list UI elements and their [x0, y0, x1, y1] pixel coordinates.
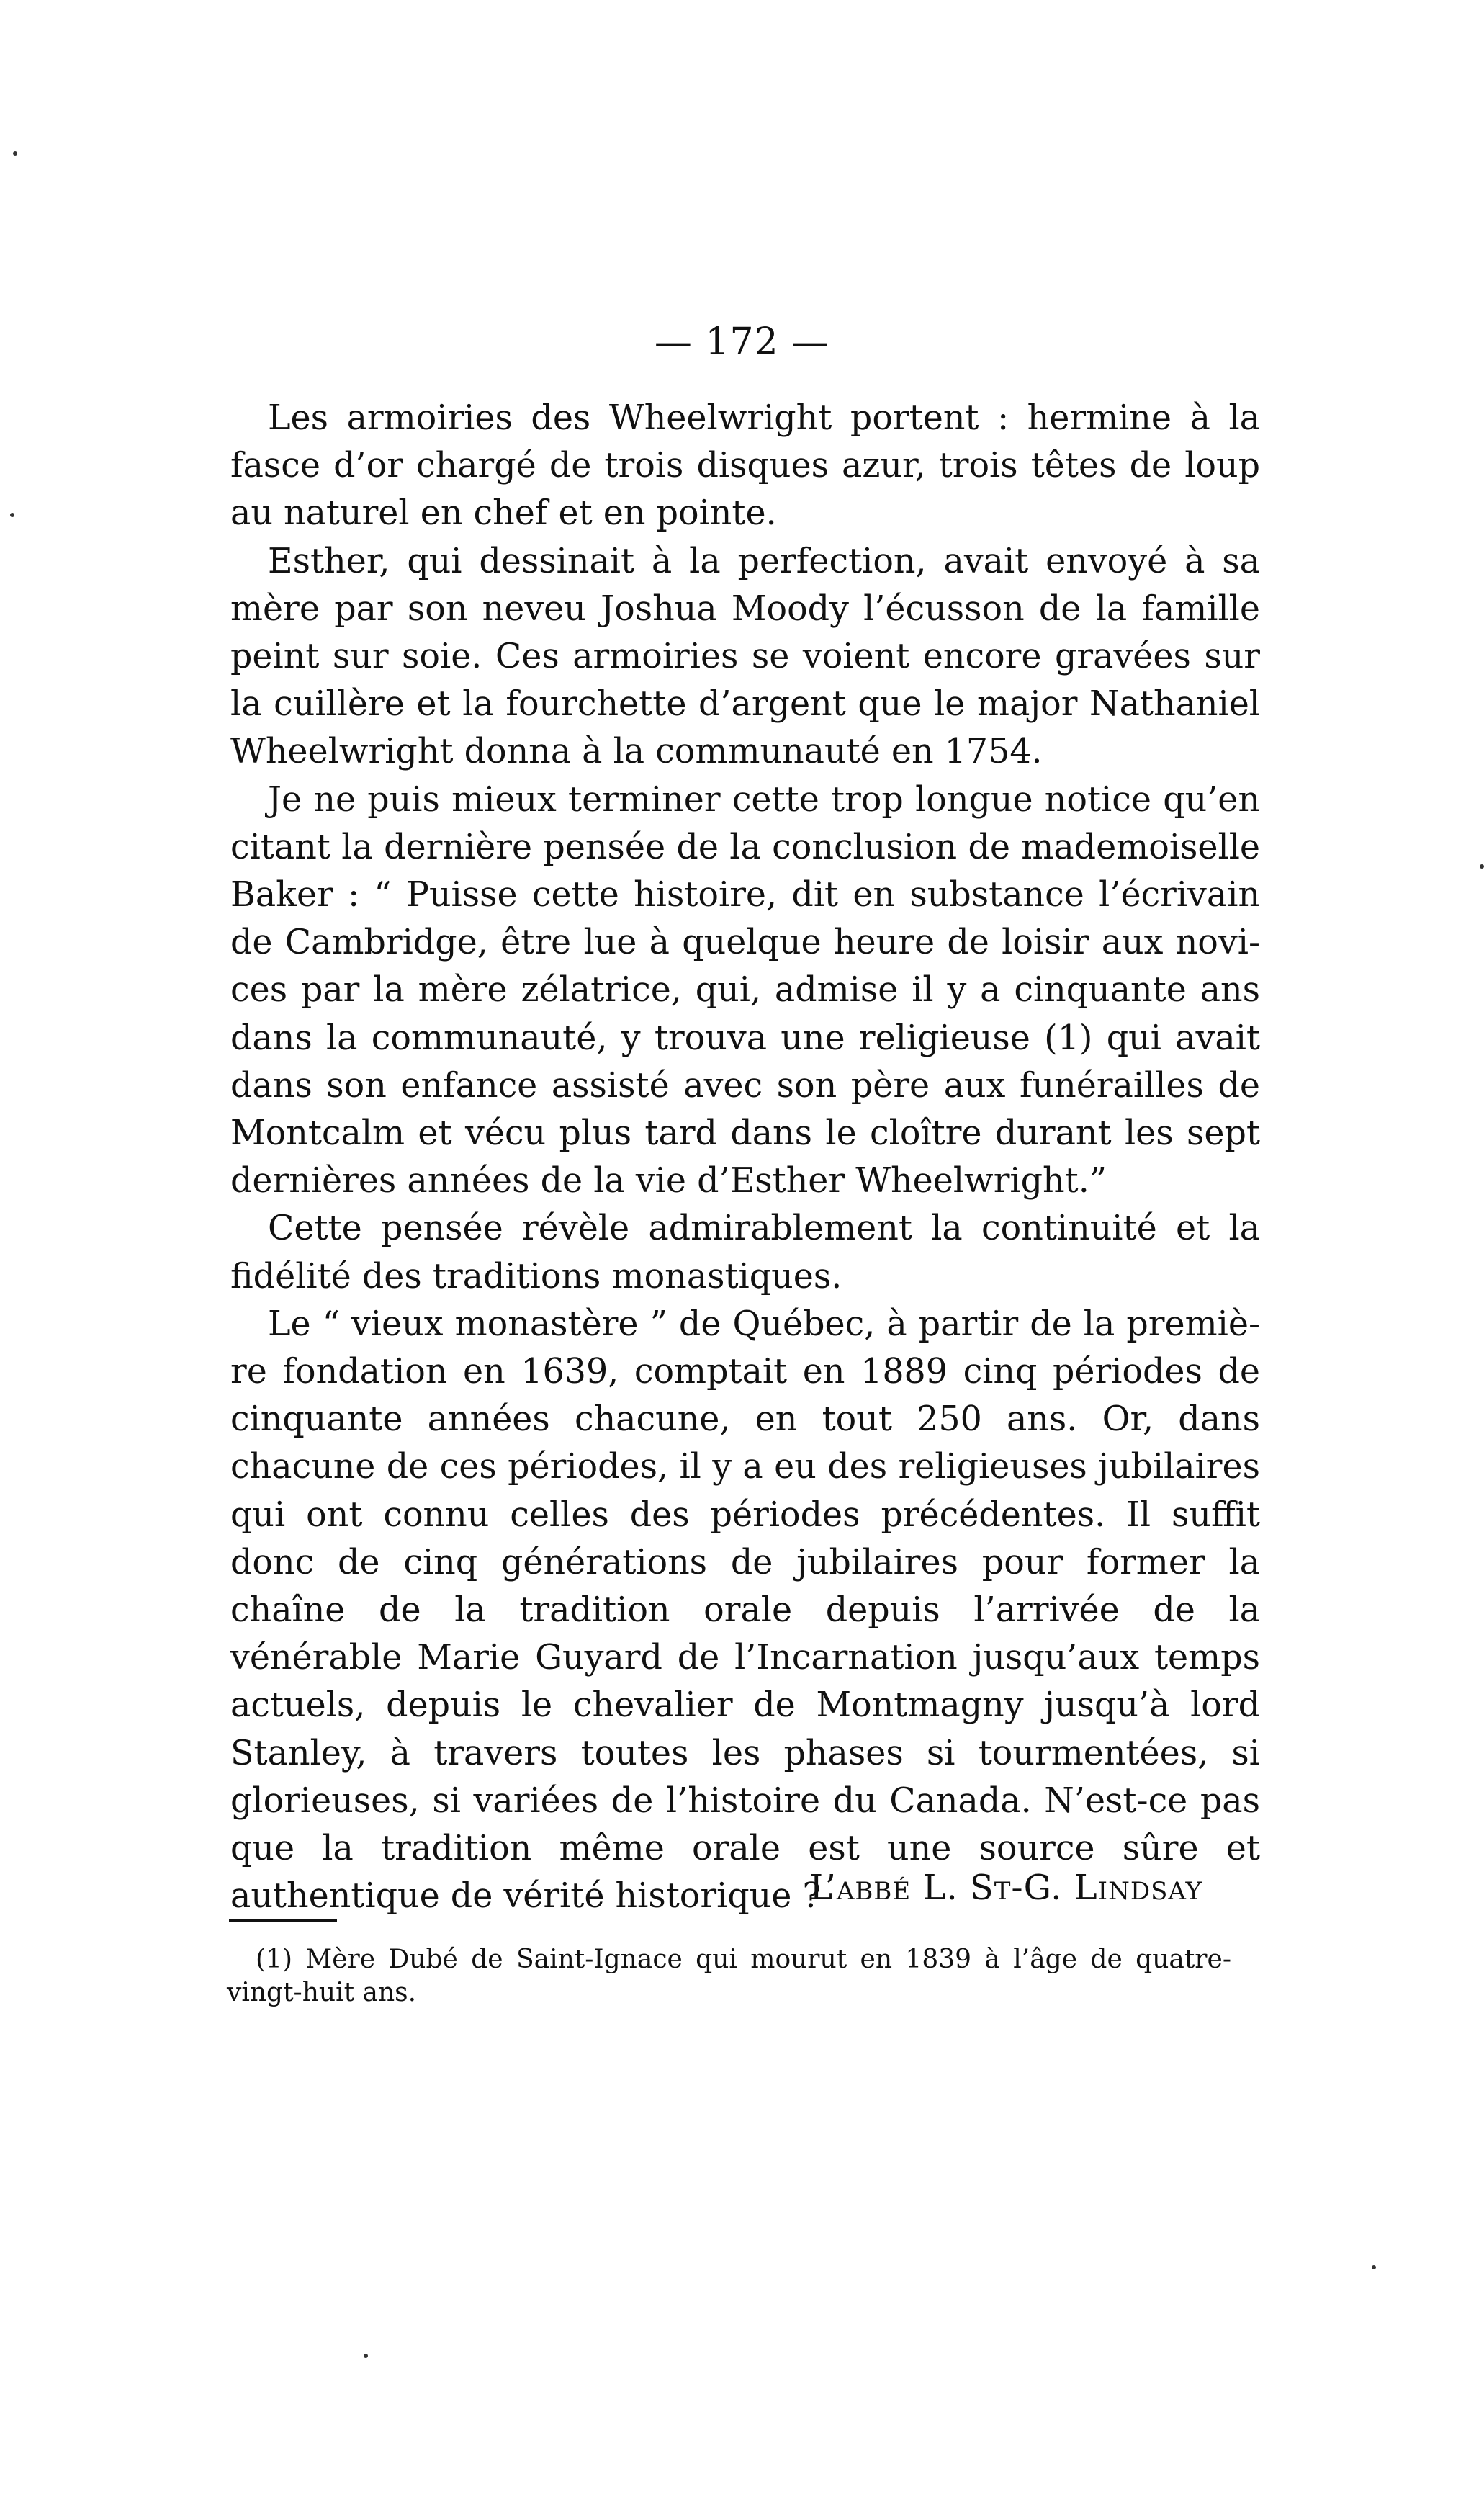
- scan-speck: [10, 513, 14, 517]
- page-number: — 172 —: [654, 321, 830, 364]
- footnote: (1) Mère Dubé de Saint-Ignace qui mourut en 1839 à l’âge de quatre-vingt-huit ans.: [227, 1945, 1231, 2007]
- scan-speck: [364, 2354, 368, 2358]
- paragraph-vieux-monastere: Le “ vieux monastère ” de Québec, à partir de la première fondation en 1639, comptait en 1889 cinq périodes de cinquante années chacune, en tout 250 ans. Or, dans chacune de ces périodes, il y a eu des religieuses jubilaires qui ont connu celles des périodes précédentes. Il suffit donc de cinq générations de jubilaires pour former la chaîne de la tradition orale depuis l’arrivée de la vénérable Marie Guyard de l’Incarnation jusqu’aux temps actuels, depuis le chevalier de Montmagny jusqu’à lord Stanley, à travers toutes les phases si tourmentées, si glorieuses, si variées de l’histoire du Canada. N’est-ce pas que la tradition même orale est une source sûre et authentique de vérité historique ?: [230, 1304, 1260, 1917]
- scan-speck: [13, 151, 17, 156]
- scan-speck: [1372, 2265, 1376, 2269]
- paragraph-conclusion: Je ne puis mieux terminer cette trop longue notice qu’en citant la dernière pensée de la conclusion de mademoiselle Baker : “ Puisse cette histoire, dit en substance l’écrivain de Cambridge, être lue à quelque heure de loisir aux novices par la mère zélatrice, qui, admise il y a cinquante ans dans la communauté, y trouva une religieuse (1) qui avait dans son enfance assisté avec son père aux funérailles de Montcalm et vécu plus tard dans le cloître durant les sept dernières années de la vie d’Esther Wheelwright.”: [230, 779, 1260, 1201]
- author-signature: L’abbé L. St-G. Lindsay: [809, 1868, 1202, 1908]
- scan-speck: [1480, 864, 1484, 869]
- body-text: [230, 395, 1260, 1921]
- footnote-rule: [229, 1919, 337, 1922]
- paragraph-armoiries: Les armoiries des Wheelwright portent : hermine à la fasce d’or chargé de trois disques azur, trois têtes de loup au naturel en chef et en pointe.: [230, 398, 1260, 534]
- paragraph-esther: Esther, qui dessinait à la perfection, avait envoyé à sa mère par son neveu Joshua Moody l’écusson de la famille peint sur soie. Ces armoiries se voient encore gravées sur la cuillère et la fourchette d’argent que le major Nathaniel Wheelwright donna à la communauté en 1754.: [230, 541, 1260, 772]
- paragraph-continuite: Cette pensée révèle admirablement la continuité et la fidélité des traditions monastiques.: [230, 1209, 1260, 1296]
